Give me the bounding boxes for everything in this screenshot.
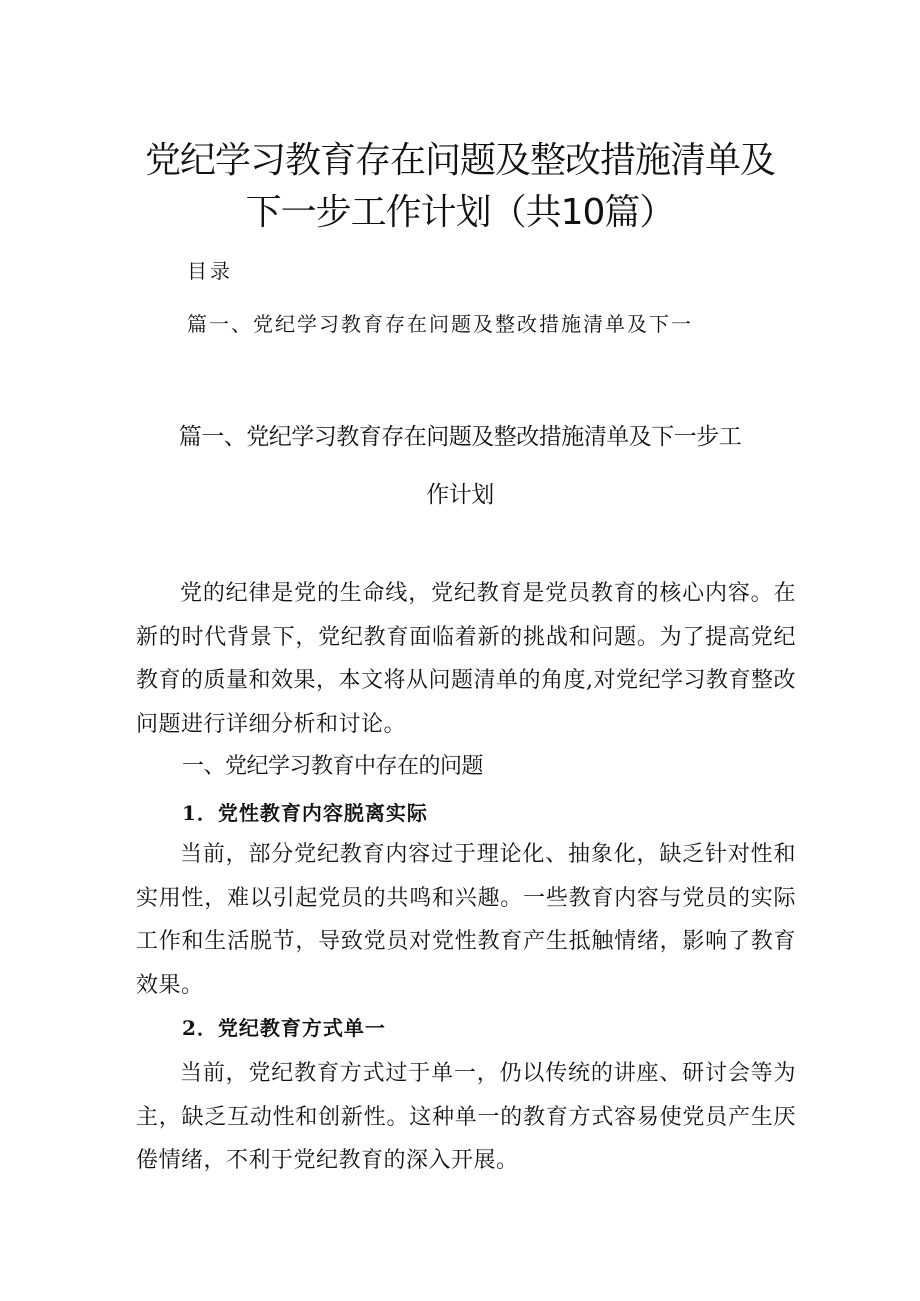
section-heading-1: 一、党纪学习教育中存在的问题 [182,754,484,779]
toc-label: 目录 [187,259,233,283]
toc-entry-1[interactable]: 篇一、党纪学习教育存在问题及整改措施清单及下一 [187,312,693,336]
item-paragraph-2: 当前，党纪教育方式过于单一，仍以传统的讲座、研讨会等为主，缺乏互动性和创新性。这种单一的教育方式容易使党员产生厌倦情绪，不利于党纪教育的深入开展。 [136,1061,796,1173]
document-title-line-2: 下一步工作计划（共10篇） [245,192,675,233]
item-paragraph-1: 当前，部分党纪教育内容过于理论化、抽象化，缺乏针对性和实用性，难以引起党员的共鸣和兴趣。一些教育内容与党员的实际工作和生活脱节，导致党员对党性教育产生抵触情绪，影响了教育效果。 [136,842,796,998]
item-heading-1: 1．党性教育内容脱离实际 [182,801,428,825]
item-heading-2: 2．党纪教育方式单一 [182,1016,386,1040]
chapter-title-line-1: 篇一、党纪学习教育存在问题及整改措施清单及下一步工 [178,424,742,450]
document-title-line-1: 党纪学习教育存在问题及整改措施清单及 [144,140,775,181]
chapter-title-line-2: 作计划 [426,482,494,508]
intro-paragraph: 党的纪律是党的生命线，党纪教育是党员教育的核心内容。在新的时代背景下，党纪教育面临着新的挑战和问题。为了提高党纪教育的质量和效果，本文将从问题清单的角度,对党纪学习教育整改问题进行详细分析和讨论。 [136,581,796,737]
